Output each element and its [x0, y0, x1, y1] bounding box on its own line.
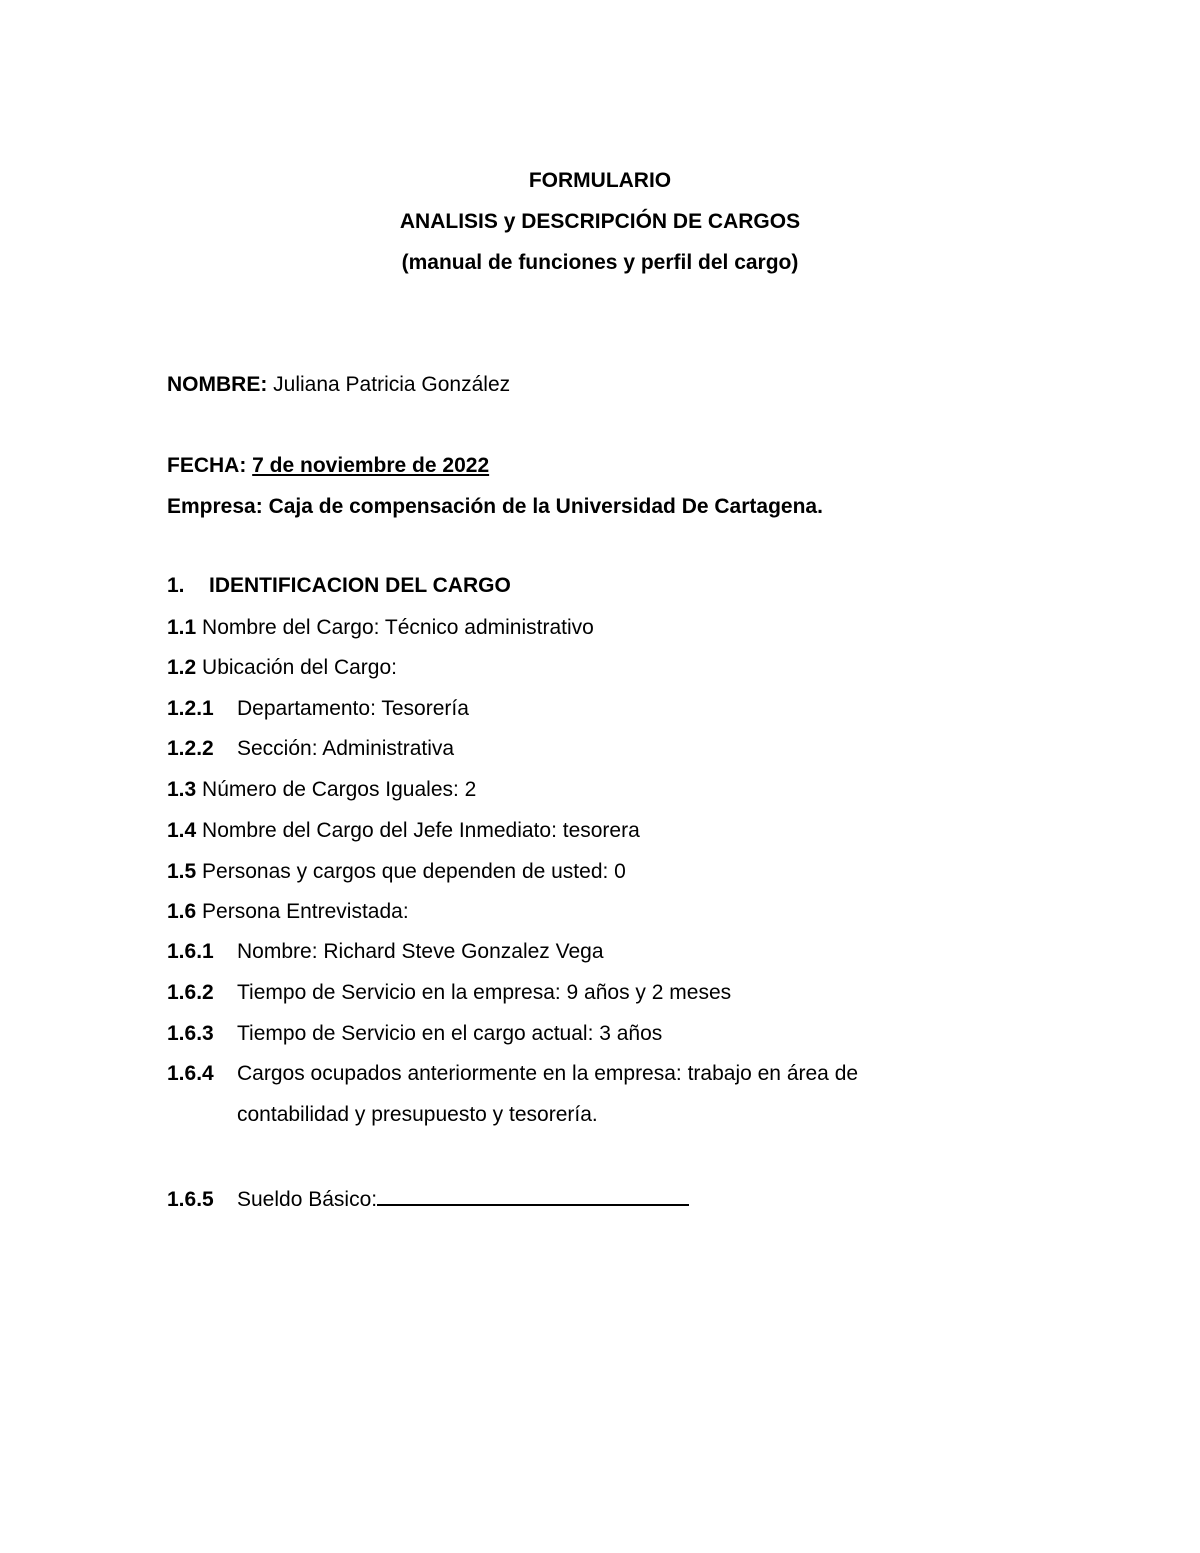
sueldo-blank-line [377, 1182, 689, 1206]
item-number: 1.1 [167, 616, 197, 639]
fecha-value: 7 de noviembre de 2022 [252, 454, 490, 477]
list-item [167, 938, 604, 966]
section-number: 1. [167, 574, 185, 597]
item-text: Tiempo de Servicio en la empresa: 9 años y 2 meses [237, 981, 732, 1004]
list-item [167, 898, 409, 926]
item-number: 1.2 [167, 656, 197, 679]
list-item [167, 654, 397, 682]
empresa-value: Caja de compensación de la Universidad De Cartagena. [268, 495, 823, 518]
item-number: 1.5 [167, 860, 197, 883]
item-number: 1.2.2 [167, 737, 214, 760]
list-item [167, 695, 469, 723]
item-text-continuation: contabilidad y presupuesto y tesorería. [237, 1103, 598, 1126]
item-text: Nombre: Richard Steve Gonzalez Vega [237, 940, 604, 963]
item-number: 1.3 [167, 778, 197, 801]
empresa-line [167, 493, 823, 521]
list-item [167, 614, 594, 642]
form-title: FORMULARIO [528, 169, 672, 192]
list-item-continuation [237, 1101, 598, 1129]
item-text: Número de Cargos Iguales: 2 [202, 778, 477, 801]
item-number: 1.6.2 [167, 981, 214, 1004]
nombre-label: NOMBRE: [167, 373, 268, 396]
list-item [167, 858, 626, 886]
list-item [167, 979, 731, 1007]
empresa-label: Empresa: [167, 495, 263, 518]
item-number: 1.2.1 [167, 697, 214, 720]
title-block [0, 166, 1200, 289]
item-text: Tiempo de Servicio en el cargo actual: 3 años [237, 1022, 663, 1045]
list-item [167, 776, 476, 804]
list-item [167, 735, 454, 763]
nombre-line [167, 371, 510, 399]
section-title: IDENTIFICACION DEL CARGO [209, 574, 511, 597]
item-number: 1.4 [167, 819, 197, 842]
item-number: 1.6.3 [167, 1022, 214, 1045]
item-text: Ubicación del Cargo: [202, 656, 397, 679]
item-number: 1.6 [167, 900, 197, 923]
section-heading [167, 572, 511, 600]
item-text: Sueldo Básico: [237, 1188, 378, 1211]
item-number: 1.6.1 [167, 940, 214, 963]
item-number: 1.6.5 [167, 1188, 214, 1211]
list-item [167, 1182, 689, 1214]
form-note: (manual de funciones y perfil del cargo) [401, 251, 799, 274]
list-item [167, 817, 640, 845]
list-item [167, 1060, 858, 1088]
item-text: Nombre del Cargo del Jefe Inmediato: tesorera [202, 819, 640, 842]
fecha-line [167, 452, 489, 480]
form-subtitle: ANALISIS y DESCRIPCIÓN DE CARGOS [399, 210, 801, 233]
item-text: Persona Entrevistada: [202, 900, 409, 923]
item-text: Departamento: Tesorería [237, 697, 469, 720]
item-text: Personas y cargos que dependen de usted: 0 [202, 860, 626, 883]
item-text: Cargos ocupados anteriormente en la empresa: trabajo en área de [237, 1062, 859, 1085]
list-item [167, 1020, 662, 1048]
nombre-value: Juliana Patricia González [273, 373, 511, 396]
fecha-label: FECHA: [167, 454, 247, 477]
item-number: 1.6.4 [167, 1062, 214, 1085]
item-text: Nombre del Cargo: Técnico administrativo [202, 616, 594, 639]
item-text: Sección: Administrativa [237, 737, 455, 760]
